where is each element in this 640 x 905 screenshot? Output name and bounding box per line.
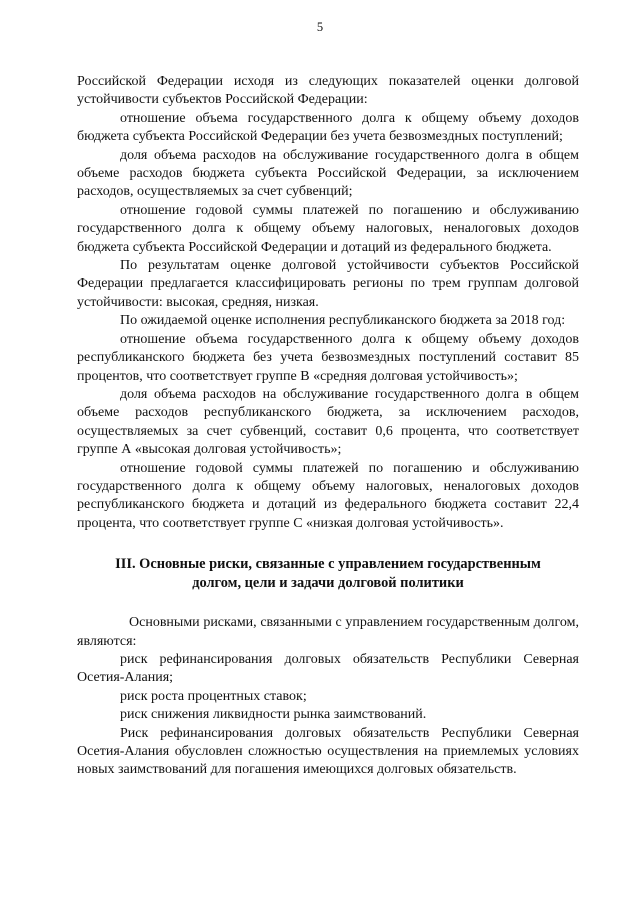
paragraph: Основными рисками, связанными с управлением государственным долгом, являются: bbox=[77, 615, 579, 649]
section-heading-line: долгом, цели и задачи долговой политики bbox=[192, 575, 464, 592]
document-body bbox=[77, 73, 579, 780]
paragraph: отношение объема государственного долга к общему объему доходов республиканского бюджета без учета безвозмездных поступлений составит 85 процентов, что соответствует группе В «средняя долговая устойчивость»; bbox=[77, 331, 579, 384]
paragraph: По результатам оценке долговой устойчивости субъектов Российской Федерации предлагается классифицировать регионы по трем группам долговой устойчивости: высокая, средняя, низкая. bbox=[77, 258, 579, 310]
paragraph: Риск рефинансирования долговых обязательств Республики Северная Осетия-Алания обусловлен сложностью осуществления на приемлемых условиях новых заимствований для погашения имеющихся долговых обязательств. bbox=[77, 725, 579, 778]
paragraph: риск рефинансирования долговых обязательств Республики Северная Осетия-Алания; bbox=[77, 651, 579, 686]
section-heading bbox=[77, 555, 579, 593]
paragraph: отношение годовой суммы платежей по погашению и обслуживанию государственного долга к общему объему налоговых, неналоговых доходов бюджета субъекта Российской Федерации и дотаций из федерального бюджета. bbox=[77, 202, 579, 255]
page-number: 5 bbox=[316, 20, 324, 34]
paragraph: доля объема расходов на обслуживание государственного долга в общем объеме расходов республиканского бюджета, за исключением расходов, осуществляемых за счет субвенций, составит 0,6 процента, что соответствует группе А «высокая долговая устойчивость»; bbox=[77, 386, 579, 458]
paragraph: По ожидаемой оценке исполнения республиканского бюджета за 2018 год: bbox=[120, 313, 566, 329]
paragraph: Российской Федерации исходя из следующих показателей оценки долговой устойчивости субъектов Российской Федерации: bbox=[77, 74, 579, 108]
paragraph: риск снижения ликвидности рынка заимствований. bbox=[120, 707, 427, 723]
paragraph: отношение объема государственного долга к общему объему доходов бюджета субъекта Российской Федерации без учета безвозмездных поступлений; bbox=[77, 110, 579, 145]
section-heading-line: III. Основные риски, связанные с управлением государственным bbox=[115, 556, 541, 573]
paragraph: отношение годовой суммы платежей по погашению и обслуживанию государственного долга к общему объему налоговых, неналоговых доходов республиканского бюджета и дотаций из федерального бюджета составит 22,4 процента, что соответствует группе С «низкая долговая устойчивость». bbox=[77, 460, 579, 531]
paragraph: риск роста процентных ставок; bbox=[120, 688, 307, 704]
paragraph: доля объема расходов на обслуживание государственного долга в общем объеме расходов бюджета субъекта Российской Федерации, за исключением расходов, осуществляемых за счет субвенций; bbox=[77, 147, 579, 200]
